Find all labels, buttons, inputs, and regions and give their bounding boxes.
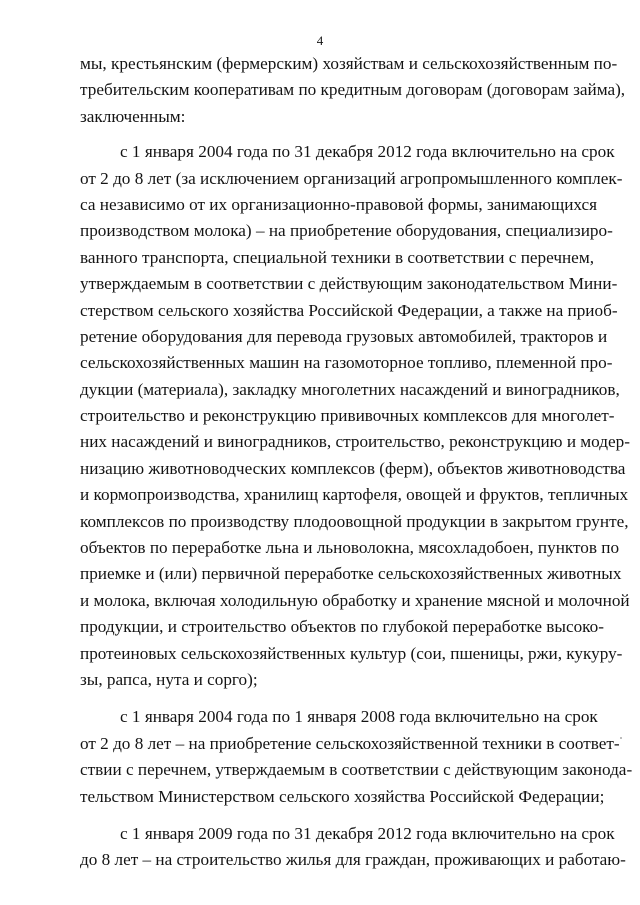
text-line: ванного транспорта, специальной техники в соответствии с перечнем, bbox=[80, 247, 594, 267]
paragraph-intro bbox=[80, 51, 626, 130]
text-line: продукции, и строительство объектов по глубокой переработке высоко- bbox=[80, 617, 604, 637]
text-line: производством молока) – на приобретение оборудования, специализиро- bbox=[80, 221, 613, 241]
text-line: комплексов по производству плодоовощной продукции в закрытом грунте, bbox=[80, 511, 629, 531]
paragraph-equipment-loans bbox=[80, 139, 630, 693]
text-line: тельством Министерством сельского хозяйства Российской Федерации; bbox=[80, 786, 605, 806]
text-line: объектов по переработке льна и льноволокна, мясохладобоен, пунктов по bbox=[80, 538, 620, 558]
text-line: са независимо от их организационно-правовой формы, занимающихся bbox=[80, 194, 598, 214]
text-line: них насаждений и виноградников, строительство, реконструкцию и модер- bbox=[80, 432, 630, 452]
text-line: строительство и реконструкцию прививочных комплексов для многолет- bbox=[80, 406, 615, 426]
text-line: с 1 января 2004 года по 1 января 2008 года включительно на срок bbox=[120, 707, 598, 727]
text-line: и кормопроизводства, хранилищ картофеля, овощей и фруктов, тепличных bbox=[80, 485, 629, 505]
text-line: с 1 января 2004 года по 31 декабря 2012 года включительно на срок bbox=[120, 142, 615, 162]
scan-speck bbox=[620, 737, 622, 739]
text-line: протеиновых сельскохозяйственных культур (сои, пшеницы, ржи, кукуру- bbox=[80, 643, 623, 663]
text-line: низацию животноводческих комплексов (ферм), объектов животноводства bbox=[80, 458, 626, 478]
document-body bbox=[80, 51, 633, 874]
text-line: мы, крестьянским (фермерским) хозяйствам и сельскохозяйственным по- bbox=[80, 54, 618, 73]
text-line: стерством сельского хозяйства Российской Федерации, а также на приоб- bbox=[80, 300, 618, 320]
text-line: с 1 января 2009 года по 31 декабря 2012 года включительно на срок bbox=[120, 823, 615, 843]
text-line: от 2 до 8 лет – на приобретение сельскохозяйственной техники в соответ- bbox=[80, 733, 620, 753]
text-line: от 2 до 8 лет (за исключением организаций агропромышленного комплек- bbox=[80, 168, 623, 188]
text-line: ретение оборудования для перевода грузовых автомобилей, тракторов и bbox=[80, 326, 608, 346]
page-number: 4 bbox=[316, 33, 324, 48]
text-line: дукции (материала), закладку многолетних насаждений и виноградников, bbox=[80, 379, 620, 399]
paragraph-machinery-loans bbox=[80, 704, 633, 810]
text-line: до 8 лет – на строительство жилья для граждан, проживающих и работаю- bbox=[80, 850, 626, 870]
text-line: требительским кооперативам по кредитным договорам (договорам займа), bbox=[80, 80, 626, 100]
text-line: зы, рапса, нута и сорго); bbox=[80, 669, 258, 689]
text-line: сельскохозяйственных машин на газомоторное топливо, племенной про- bbox=[80, 353, 613, 373]
text-line: приемке и (или) первичной переработке сельскохозяйственных животных bbox=[80, 564, 622, 584]
text-line: заключенным: bbox=[80, 106, 186, 126]
text-line: утверждаемым в соответствии с действующим законодательством Мини- bbox=[80, 274, 618, 294]
text-line: и молока, включая холодильную обработку и хранение мясной и молочной bbox=[80, 590, 630, 610]
text-line: ствии с перечнем, утверждаемым в соответствии с действующим законода- bbox=[80, 760, 633, 780]
paragraph-housing-loans bbox=[80, 821, 626, 874]
